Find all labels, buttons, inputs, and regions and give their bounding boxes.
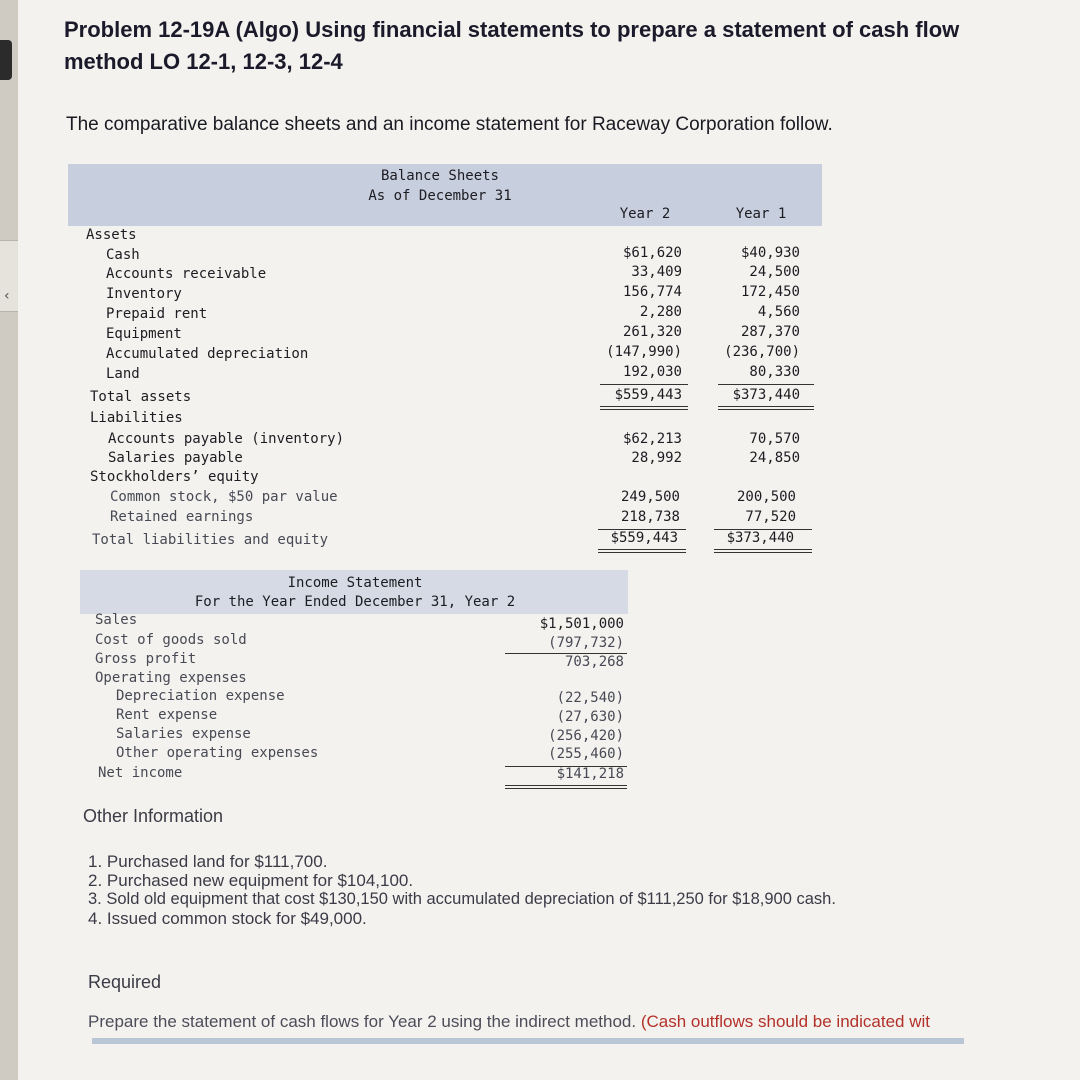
opex-label: Depreciation expense [116, 688, 285, 704]
asset-label: Cash [106, 247, 140, 263]
asset-y2: $61,620 [622, 245, 682, 261]
other-info-heading: Other Information [83, 806, 224, 826]
asset-y1: 287,370 [740, 324, 800, 340]
other-info-item: 2. Purchased new equipment for $104,100. [88, 871, 414, 890]
opex-label: Other operating expenses [116, 745, 319, 761]
balance-sheet-subtitle: As of December 31 [368, 188, 512, 204]
required-text-highlight: (Cash outflows should be indicated wit [640, 1012, 930, 1031]
opex-label: Salaries expense [116, 726, 251, 742]
asset-y2: 2,280 [639, 304, 682, 320]
net-income-label: Net income [98, 765, 183, 781]
asset-y1: 4,560 [757, 304, 800, 320]
liability-y2: $62,213 [622, 431, 682, 447]
asset-y2: 192,030 [622, 364, 682, 380]
chevron-left-icon[interactable]: ‹ [4, 288, 10, 304]
double-rule [600, 409, 688, 410]
double-rule [505, 788, 627, 789]
answer-tab-bar[interactable] [92, 1038, 964, 1044]
asset-y1: $40,930 [740, 245, 800, 261]
total-le-y1: $373,440 [726, 530, 794, 546]
income-statement-subtitle: For the Year Ended December 31, Year 2 [194, 594, 516, 610]
intro-text: The comparative balance sheets and an income statement for Raceway Corporation follow. [66, 114, 833, 135]
subtotal-rule [600, 384, 688, 385]
opex-value: (256,420) [548, 728, 624, 744]
asset-label: Land [106, 366, 140, 382]
double-rule [505, 785, 627, 786]
liability-y1: 70,570 [749, 431, 800, 447]
problem-title [64, 14, 1080, 78]
equity-label: Retained earnings [110, 509, 254, 525]
net-income-value: $141,218 [556, 766, 624, 782]
left-edge-tab [0, 40, 12, 80]
asset-y2: (147,990) [606, 344, 682, 360]
income-statement-title: Income Statement [287, 575, 423, 591]
opex-value: (255,460) [548, 746, 624, 762]
total-le-label: Total liabilities and equity [92, 532, 329, 548]
required-heading: Required [88, 972, 162, 992]
sales-value: $1,501,000 [539, 616, 624, 632]
liability-y2: 28,992 [631, 450, 682, 466]
equity-label: Common stock, $50 par value [110, 489, 338, 505]
asset-y2: 156,774 [622, 284, 682, 300]
double-rule [598, 549, 686, 550]
opex-value: (27,630) [556, 709, 624, 725]
double-rule [600, 406, 688, 407]
asset-label: Equipment [106, 326, 182, 342]
liability-label: Salaries payable [108, 450, 243, 466]
asset-label: Accumulated depreciation [106, 346, 309, 362]
liabilities-heading: Liabilities [90, 410, 183, 426]
required-text-main: Prepare the statement of cash flows for Year 2 using the indirect method. [88, 1012, 641, 1031]
total-assets-y2: $559,443 [614, 387, 682, 403]
column-header-year2: Year 2 [619, 206, 671, 222]
asset-y1: (236,700) [724, 344, 800, 360]
double-rule [718, 406, 814, 407]
problem-title-line-2: method LO 12-1, 12-3, 12-4 [64, 49, 343, 74]
total-assets-y1: $373,440 [732, 387, 800, 403]
gross-profit-label: Gross profit [95, 651, 197, 667]
column-header-year1: Year 1 [735, 206, 787, 222]
equity-y2: 218,738 [620, 509, 680, 525]
cogs-label: Cost of goods sold [95, 632, 247, 648]
asset-label: Accounts receivable [106, 266, 267, 282]
liability-label: Accounts payable (inventory) [108, 431, 345, 447]
equity-y2: 249,500 [620, 489, 680, 505]
balance-sheet-title-block [300, 166, 580, 206]
double-rule [714, 549, 812, 550]
liability-y1: 24,850 [749, 450, 800, 466]
equity-y1: 77,520 [745, 509, 796, 525]
equity-y1: 200,500 [736, 489, 796, 505]
equity-heading: Stockholders’ equity [90, 469, 259, 485]
left-margin [0, 0, 18, 1080]
double-rule [598, 552, 686, 553]
opex-value: (22,540) [556, 690, 624, 706]
asset-label: Inventory [106, 286, 182, 302]
double-rule [714, 552, 812, 553]
problem-title-line-1: Problem 12-19A (Algo) Using financial statements to prepare a statement of cash flow [64, 17, 960, 42]
other-info-item: 3. Sold old equipment that cost $130,150 with accumulated depreciation of $111,250 for $18,900 cash. [88, 890, 836, 908]
total-assets-label: Total assets [90, 389, 192, 405]
opex-heading: Operating expenses [95, 670, 247, 686]
balance-sheet-title: Balance Sheets [380, 168, 499, 184]
total-le-y2: $559,443 [610, 530, 678, 546]
asset-y2: 33,409 [631, 264, 682, 280]
opex-label: Rent expense [116, 707, 218, 723]
asset-y1: 172,450 [740, 284, 800, 300]
assets-heading: Assets [86, 227, 137, 243]
asset-y1: 80,330 [749, 364, 800, 380]
asset-y1: 24,500 [749, 264, 800, 280]
income-statement-title-block [170, 574, 540, 612]
other-info-item: 4. Issued common stock for $49,000. [88, 909, 367, 928]
double-rule [718, 409, 814, 410]
required-text [88, 1012, 1078, 1032]
sales-label: Sales [95, 612, 138, 628]
asset-y2: 261,320 [622, 324, 682, 340]
gross-profit-value: 703,268 [564, 654, 624, 670]
asset-label: Prepaid rent [106, 306, 208, 322]
other-info-item: 1. Purchased land for $111,700. [88, 852, 328, 871]
subtotal-rule [718, 384, 814, 385]
cogs-value: (797,732) [548, 635, 624, 651]
